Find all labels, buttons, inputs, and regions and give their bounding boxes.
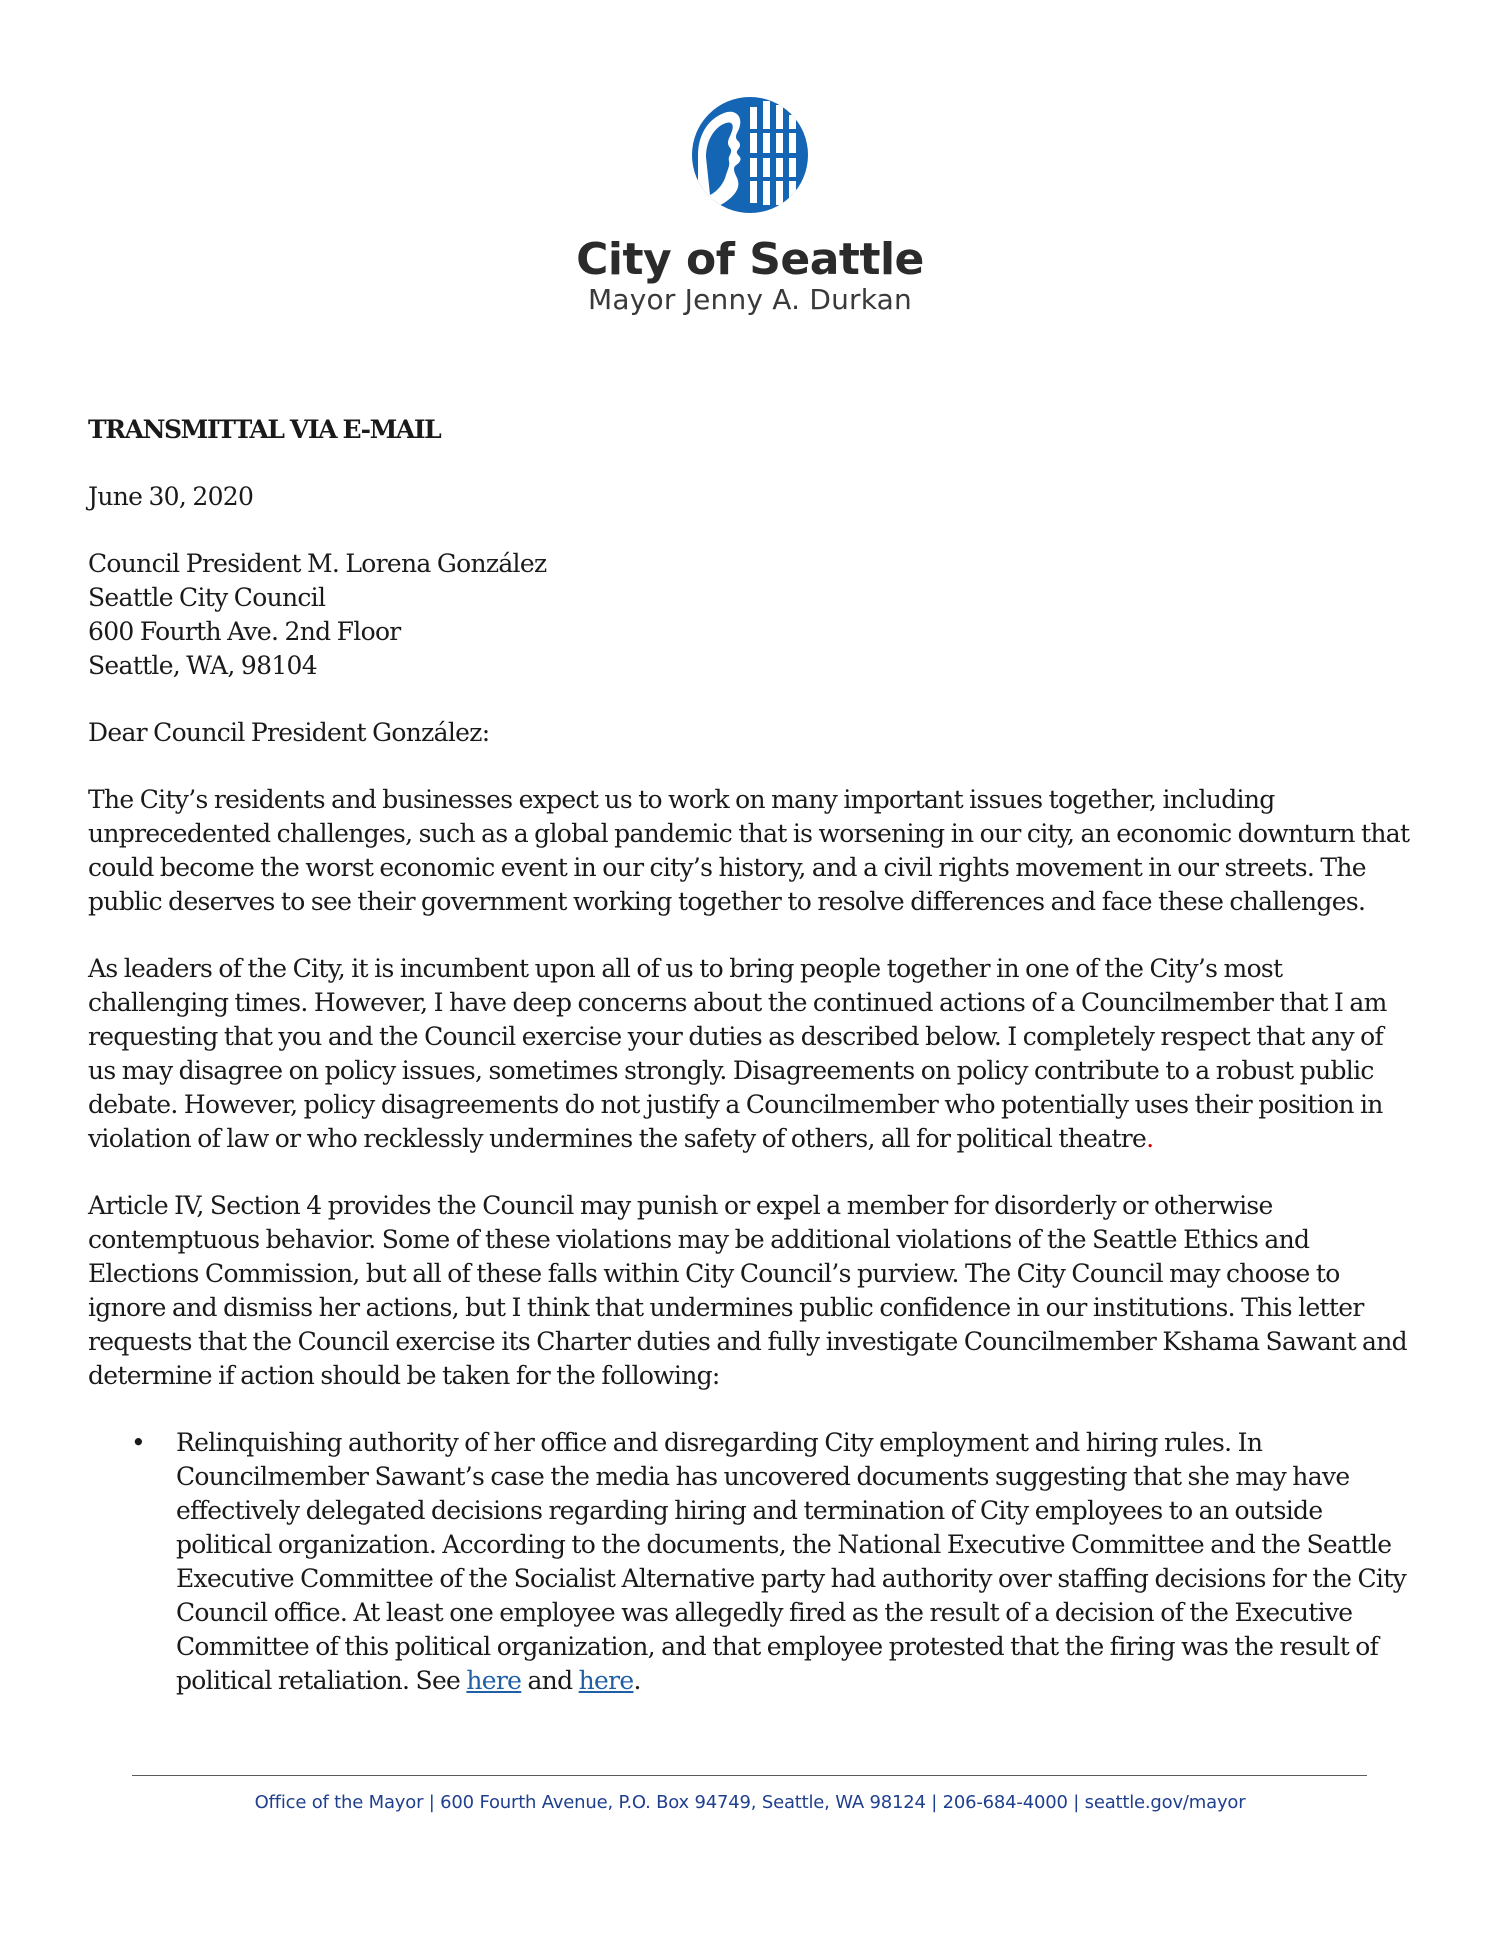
bullet-list: [88, 1426, 1413, 1698]
bullet-joiner: and: [521, 1666, 579, 1695]
city-name: City of Seattle: [576, 234, 924, 285]
letter-date: June 30, 2020: [88, 482, 254, 511]
list-item: [131, 1426, 1413, 1698]
salutation: Dear Council President González:: [88, 718, 490, 747]
recipient-line: Council President M. Lorena González: [88, 549, 547, 578]
recipient-line: Seattle City Council: [88, 583, 326, 612]
paragraph-2-text: As leaders of the City, it is incumbent upon all of us to bring people together in one of the City’s most challenging times. However, I have deep concerns about the continued actions of a Councilmember that I am requesting that you and the Council exercise your duties as described below. I completely respect that any of us may disagree on policy issues, sometimes strongly. Disagreements on policy contribute to a robust public debate. However, policy disagreements do not justify a Councilmember who potentially uses their position in violation of law or who recklessly undermines the safety of others, all for political theatre: [88, 954, 1387, 1153]
paragraph-1: The City’s residents and businesses expect us to work on many important issues together, including unprecedented challenges, such as a global pandemic that is worsening in our city, an economic downturn that could become the worst economic event in our city’s history, and a civil rights movement in our streets. The public deserves to see their government working together to resolve differences and face these challenges.: [88, 785, 1410, 916]
here-link-1[interactable]: here: [466, 1666, 522, 1695]
letter-body: [88, 413, 1413, 1698]
city-of-seattle-logo-icon: [690, 95, 810, 215]
mayor-name: Mayor Jenny A. Durkan: [588, 283, 912, 317]
recipient-line: 600 Fourth Ave. 2nd Floor: [88, 617, 401, 646]
letterhead: [0, 95, 1500, 317]
paragraph-3: Article IV, Section 4 provides the Council may punish or expel a member for disorderly or otherwise contemptuous behavior. Some of these violations may be additional violations of the Seattle Ethics and Elections Commission, but all of these falls within City Council’s purview. The City Council may choose to ignore and dismiss her actions, but I think that undermines public confidence in our institutions. This letter requests that the Council exercise its Charter duties and fully investigate Councilmember Kshama Sawant and determine if action should be taken for the following:: [88, 1191, 1407, 1390]
paragraph-2: [88, 952, 1413, 1156]
footer-divider: [132, 1775, 1367, 1776]
here-link-2[interactable]: here: [578, 1666, 634, 1695]
bullet-text: Relinquishing authority of her office and disregarding City employment and hiring rules. In Councilmember Sawant’s case the media has uncovered documents suggesting that she may have effectively delegated decisions regarding hiring and termination of City employees to an outside political organization. According to the documents, the National Executive Committee and the Seattle Executive Committee of the Socialist Alternative party had authority over staffing decisions for the City Council office. At least one employee was allegedly fired as the result of a decision of the Executive Committee of this political organization, and that employee protested that the firing was the result of political retaliation. See: [176, 1428, 1406, 1695]
footer-contact: Office of the Mayor | 600 Fourth Avenue, P.O. Box 94749, Seattle, WA 98124 | 206-684-4000 | seattle.gov/mayor: [254, 1792, 1246, 1813]
paragraph-2-end: .: [1146, 1124, 1154, 1153]
bullet-end: .: [633, 1666, 641, 1695]
bullet-icon: •: [131, 1428, 146, 1457]
recipient-address: [88, 547, 1413, 683]
transmittal-heading: TRANSMITTAL VIA E-MAIL: [88, 415, 441, 444]
recipient-line: Seattle, WA, 98104: [88, 651, 317, 680]
